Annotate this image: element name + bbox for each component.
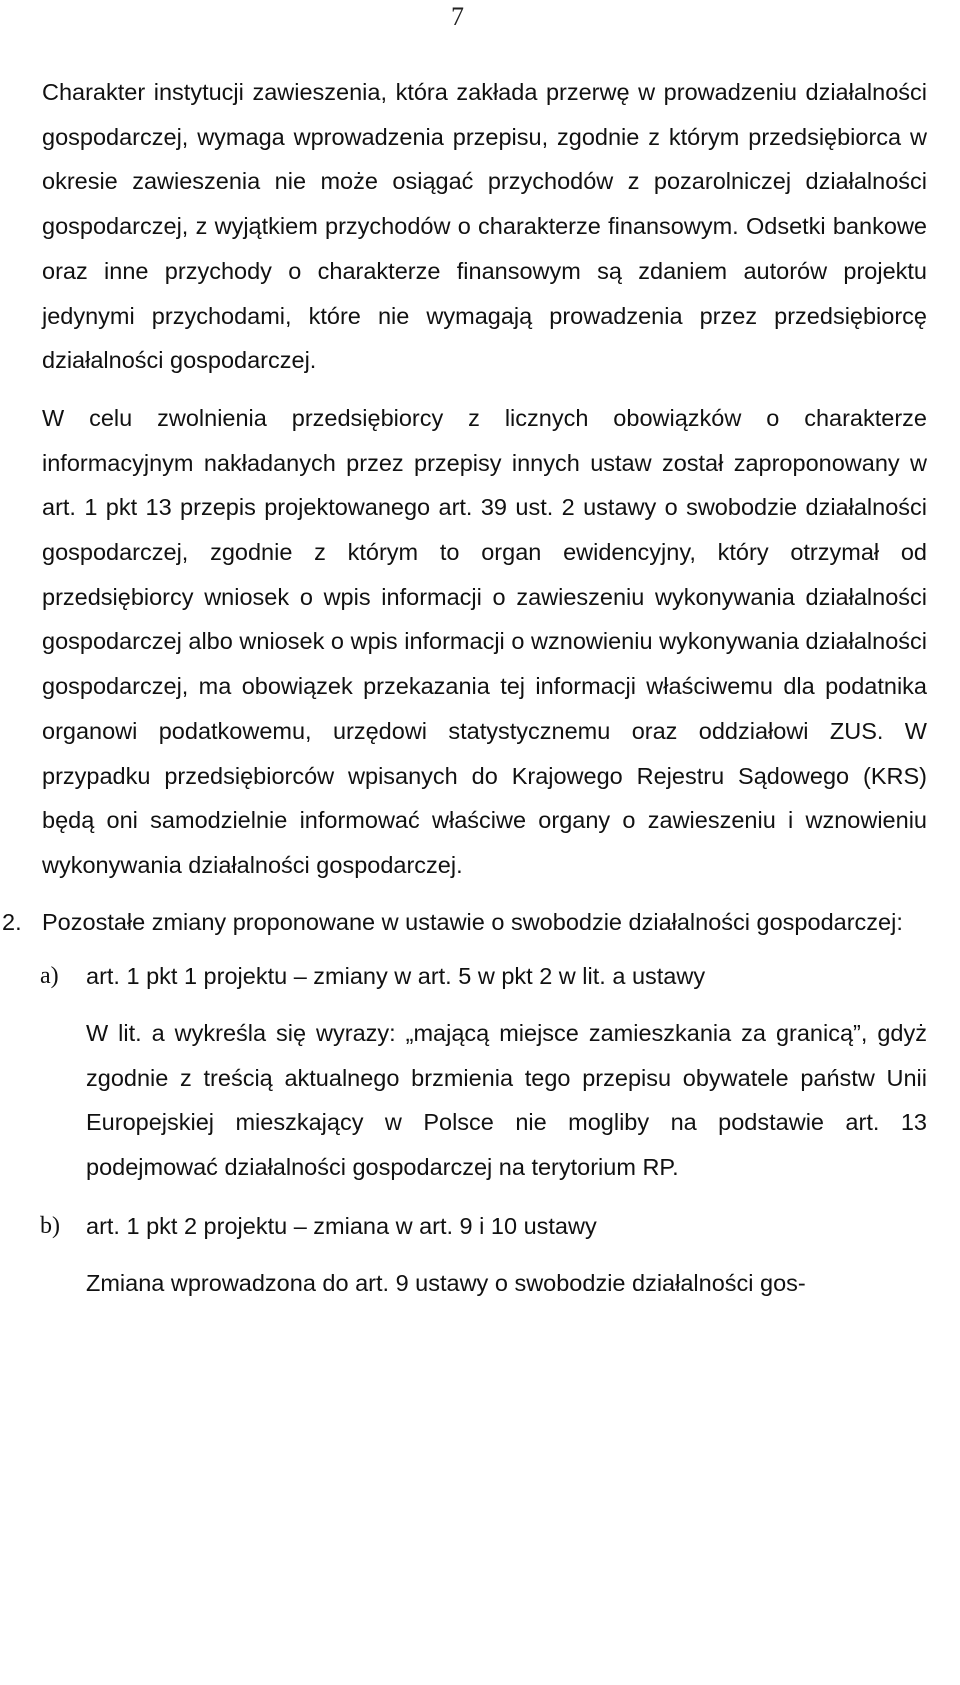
list-item-b-body: Zmiana wprowadzona do art. 9 ustawy o swobodzie działalności gos- — [86, 1269, 806, 1296]
list-marker-b: b) — [40, 1212, 60, 1239]
list-item-b-heading: art. 1 pkt 2 projektu – zmiana w art. 9 i 10 ustawy — [86, 1212, 597, 1239]
paragraph-suspension: Charakter instytucji zawieszenia, która zakłada przerwę w prowadzeniu działalności gospodarczej, wymaga wprowadzenia przepisu, zgodnie z którym przedsiębiorca w okresie zawieszenia nie może osiągać przychodów z pozarolniczej działalności gospodarczej, z wyjątkiem przychodów o charakterze finansowym. Odsetki bankowe oraz inne przychody o charakterze finansowym są zdaniem autorów projektu jedynymi przychodami, które nie wymagają prowadzenia przez przedsiębiorcę działalności gospodarczej. — [42, 79, 927, 374]
list-item-b — [42, 1204, 927, 1249]
section-2-number: 2. — [2, 908, 22, 935]
list-item-a-body: W lit. a wykreśla się wyrazy: „mającą miejsce zamieszkania za granicą”, gdyż zgodnie z treścią aktualnego brzmienia tego przepisu obywatele państw Unii Europejskiej mieszkający w Polsce nie mogliby na podstawie art. 13 podejmować działalności gospodarczej na terytorium RP. — [86, 1020, 927, 1181]
section-2 — [2, 900, 927, 945]
list-item-a — [42, 954, 927, 999]
paragraph-reporting-obligations: W celu zwolnienia przedsiębiorcy z licznych obowiązków o charakterze informacyjnym nakładanych przez przepisy innych ustaw został zaproponowany w art. 1 pkt 13 przepis projektowanego art. 39 ust. 2 ustawy o swobodzie działalności gospodarczej, zgodnie z którym to organ ewidencyjny, który otrzymał od przedsiębiorcy wniosek o wpis informacji o zawieszeniu wykonywania działalności gospodarczej albo wniosek o wpis informacji o wznowieniu wykonywania działalności gospodarczej, ma obowiązek przekazania tej informacji właściwemu dla podatnika organowi podatkowemu, urzędowi statystycznemu oraz oddziałowi ZUS. W przypadku przedsiębiorców wpisanych do Krajowego Rejestru Sądowego (KRS) będą oni samodzielnie informować właściwe organy o zawieszeniu i wznowieniu wykonywania działalności gospodarczej. — [42, 404, 927, 878]
section-2-text: Pozostałe zmiany proponowane w ustawie o swobodzie działalności gospodarczej: — [42, 908, 903, 935]
list-marker-a: a) — [40, 963, 59, 990]
document-body — [2, 70, 927, 1305]
page-number: 7 — [451, 2, 464, 31]
list-item-a-heading: art. 1 pkt 1 projektu – zmiany w art. 5 w pkt 2 w lit. a ustawy — [86, 963, 706, 990]
